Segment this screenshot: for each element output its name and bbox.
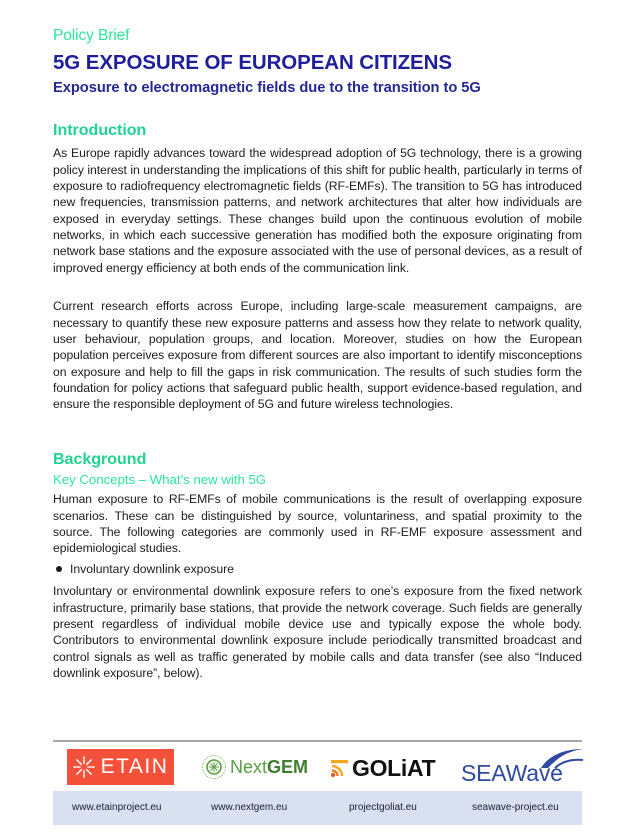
- bullet-item: [56, 562, 234, 576]
- sunburst-icon: [73, 756, 95, 778]
- goliat-link[interactable]: projectgoliat.eu: [349, 802, 417, 813]
- signal-waves-icon: [330, 758, 350, 778]
- document-title: 5G EXPOSURE OF EUROPEAN CITIZENS: [53, 51, 452, 74]
- seawave-wordmark: SEAWave: [461, 760, 563, 786]
- document-subtitle: Exposure to electromagnetic fields due to the transition to 5G: [53, 80, 481, 96]
- goliat-wordmark: GOLiAT: [352, 754, 436, 781]
- document-kicker: Policy Brief: [53, 27, 130, 44]
- seawave-link[interactable]: seawave-project.eu: [472, 802, 559, 813]
- footer-divider: [53, 740, 582, 742]
- etain-wordmark: ETAIN: [100, 755, 169, 778]
- etain-logo: [67, 749, 174, 785]
- globe-wreath-icon: [201, 754, 227, 780]
- partner-logos: [53, 745, 582, 791]
- goliat-logo: [330, 753, 435, 783]
- introduction-paragraph-1: As Europe rapidly advances toward the widespread adoption of 5G technology, there is a growing policy interest in understanding the implications of this shift for public health, particularly in terms of exposure to radiofrequency electromagnetic fields (RF-EMFs). The transition to 5G has introduced new frequencies, transmission patterns, and network architectures that alter how individuals are exposed in everyday settings. These changes build upon the continuous evolution of mobile networks, in which each successive generation has modified both the exposure originating from network base stations and the exposure associated with the use of personal devices, as a result of improved energy efficiency at both ends of the communication link.: [53, 146, 582, 275]
- bullet-text: Involuntary downlink exposure: [70, 562, 234, 576]
- etain-link[interactable]: www.etainproject.eu: [72, 802, 162, 813]
- nextgem-link[interactable]: www.nextgem.eu: [211, 802, 288, 813]
- background-heading: Background: [53, 451, 147, 468]
- background-intro-paragraph: Human exposure to RF-EMFs of mobile communications is the result of overlapping exposure scenarios. These can be distinguished by source, voluntariness, and spatial proximity to the source. The following categories are commonly used in RF-EMF exposure assessment and epidemiological studies.: [53, 492, 582, 556]
- nextgem-wordmark: NextGEM: [230, 756, 309, 777]
- introduction-heading: Introduction: [53, 122, 147, 139]
- nextgem-logo: [201, 752, 308, 782]
- introduction-paragraph-2: Current research efforts across Europe, including large-scale measurement campaigns, are necessary to quantify these new exposure patterns and assess how they relate to network quality, user behaviour, population groups, and location. Moreover, studies on how the European population perceives exposure from different sources are also important to identify misconceptions on exposure and help to fill the gaps in risk communication. The results of such studies form the foundation for policy actions that safeguard public health, support evidence-based regulation, and ensure the responsible deployment of 5G and future wireless technologies.: [53, 299, 582, 412]
- bullet-dot-icon: [56, 566, 62, 572]
- background-subheading: Key Concepts – What’s new with 5G: [53, 472, 267, 487]
- background-detail-paragraph: Involuntary or environmental downlink exposure refers to one’s exposure from the fixed network infrastructure, primarily base stations, that provide the network coverage. Such fields are generally present regardless of individual mobile device use and typically expose the whole body. Contributors to environmental downlink exposure include periodically transmitted broadcast and control signals as well as traffic generated by mobile calls and data transfer (see also “Induced downlink exposure”, below).: [53, 584, 582, 680]
- partner-links-band: [53, 791, 582, 825]
